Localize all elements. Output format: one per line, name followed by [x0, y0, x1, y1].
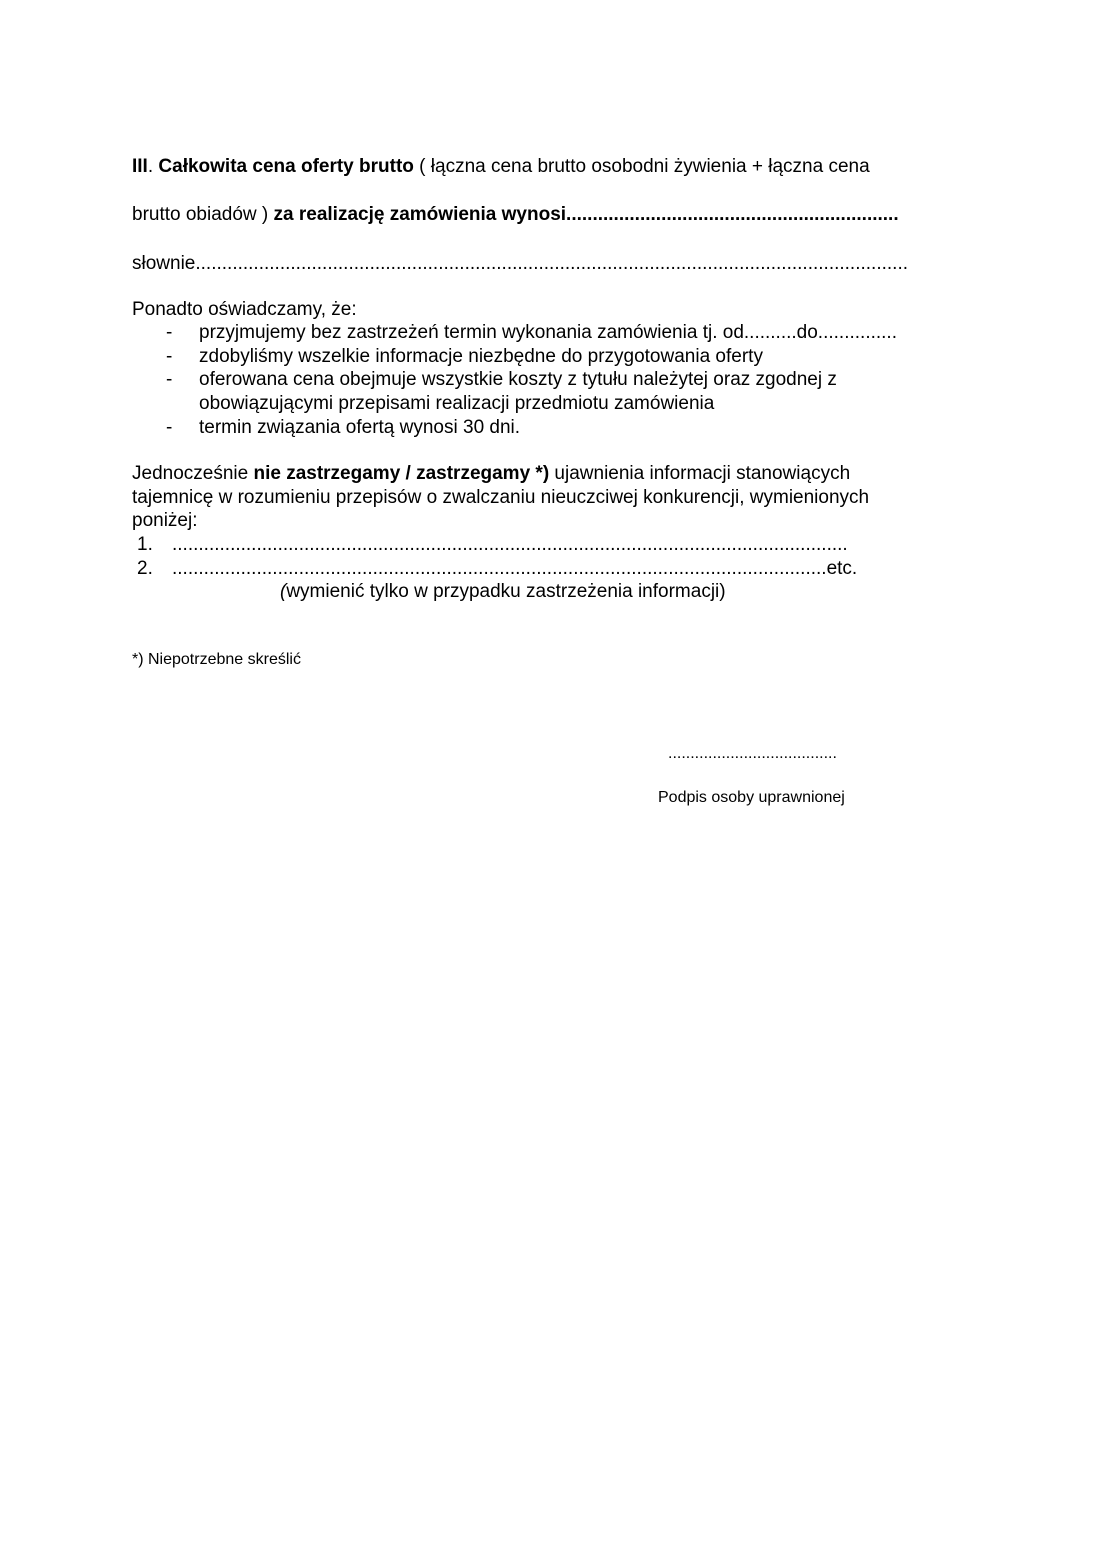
- note-open-paren: (: [280, 581, 287, 602]
- confidentiality-line-3: poniżej:: [132, 510, 198, 531]
- bullet-dash: -: [166, 322, 173, 343]
- section-3-separator: .: [147, 156, 159, 177]
- section-3-line-1: [132, 155, 870, 179]
- section-3-paren-text: ( łączna cena brutto osobodni żywienia + łączna cena: [413, 156, 870, 177]
- bullet-dash: -: [166, 369, 173, 390]
- declarations-intro: Ponadto oświadczamy, że:: [132, 299, 357, 320]
- declaration-item-2: zdobyliśmy wszelkie informacje niezbędne do przygotowania oferty: [199, 346, 763, 367]
- declaration-item-3: oferowana cena obejmuje wszystkie koszty z tytułu należytej oraz zgodnej z: [199, 369, 837, 390]
- confidentiality-line-2: tajemnicę w rozumieniu przepisów o zwalczaniu nieuczciwej konkurencji, wymienionych: [132, 487, 870, 508]
- section-3-numeral: III: [132, 156, 148, 177]
- section-3-title: Całkowita cena oferty brutto: [158, 156, 414, 177]
- signature-line: ......................................: [668, 745, 837, 762]
- list-item-1-field: ................................................................................................................................: [172, 534, 848, 555]
- confidentiality-note: [280, 580, 726, 604]
- section-3-line-2-plain: brutto obiadów ): [132, 204, 274, 225]
- signature-label: Podpis osoby uprawnionej: [658, 789, 845, 806]
- footnote: *) Niepotrzebne skreślić: [132, 651, 301, 668]
- section-3-line-2: [132, 203, 899, 227]
- declaration-item-4: termin związania ofertą wynosi 30 dni.: [199, 417, 521, 438]
- confidentiality-plain-b: ujawnienia informacji stanowiących: [549, 463, 851, 484]
- confidentiality-plain-a: Jednocześnie: [132, 463, 254, 484]
- section-3-amount-field: za realizację zamówienia wynosi...............................................................: [273, 204, 899, 225]
- declaration-item-3-continued: obowiązującymi przepisami realizacji przedmiotu zamówienia: [199, 393, 715, 414]
- list-number-1: 1.: [137, 534, 153, 555]
- list-item-2-field: ............................................................................................................................etc.: [172, 558, 858, 579]
- confidentiality-line-1: [132, 462, 850, 486]
- list-number-2: 2.: [137, 558, 153, 579]
- bullet-dash: -: [166, 346, 173, 367]
- note-text: wymienić tylko w przypadku zastrzeżenia informacji): [286, 581, 726, 602]
- declaration-item-1: przyjmujemy bez zastrzeżeń termin wykonania zamówienia tj. od..........do...............: [199, 322, 897, 343]
- confidentiality-choice: nie zastrzegamy / zastrzegamy *): [253, 463, 550, 484]
- amount-in-words-field: słownie.......................................................................................................................................: [132, 253, 909, 274]
- bullet-dash: -: [166, 417, 173, 438]
